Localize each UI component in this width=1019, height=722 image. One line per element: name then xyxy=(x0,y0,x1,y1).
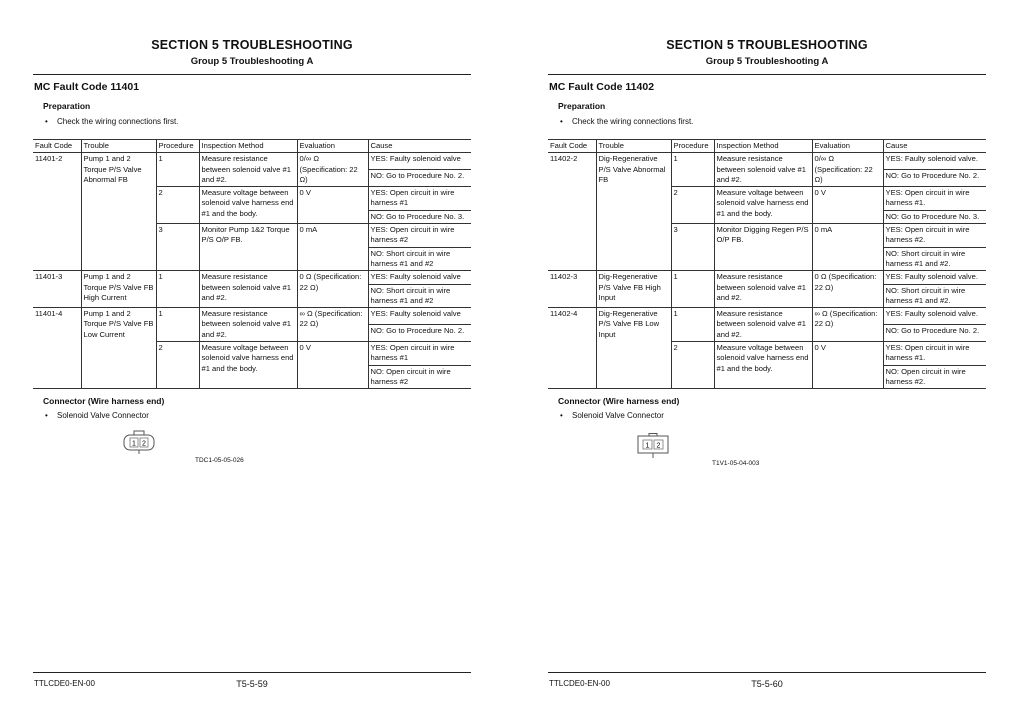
cause-cell: YES: Faulty solenoid valve xyxy=(368,271,471,284)
fault-table xyxy=(33,139,471,389)
column-header: Fault Code xyxy=(548,140,596,153)
cause-cell: YES: Faulty solenoid valve. xyxy=(883,271,986,284)
procedure-cell: 1 xyxy=(156,153,199,187)
column-header: Cause xyxy=(883,140,986,153)
cause-cell: NO: Go to Procedure No. 2. xyxy=(883,325,986,342)
preparation-text: Check the wiring connections first. xyxy=(572,117,694,126)
evaluation-cell: 0 V xyxy=(812,342,883,389)
procedure-cell: 2 xyxy=(671,342,714,389)
trouble-cell: Pump 1 and 2 Torque P/S Valve Abnormal FB xyxy=(81,153,156,271)
connector-diagram xyxy=(122,429,156,455)
evaluation-cell: ∞ Ω (Specification: 22 Ω) xyxy=(297,308,368,342)
cause-cell: NO: Short circuit in wire harness #1 and #2. xyxy=(883,284,986,308)
connector-pin-2: 2 xyxy=(142,440,146,448)
table-row xyxy=(548,153,986,170)
procedure-cell: 2 xyxy=(156,187,199,224)
fault-code-title: MC Fault Code 11401 xyxy=(34,81,140,93)
connector-text: Solenoid Valve Connector xyxy=(572,411,664,420)
procedure-cell: 1 xyxy=(156,271,199,308)
preparation-heading: Preparation xyxy=(558,101,606,111)
table-row xyxy=(33,153,471,170)
preparation-item xyxy=(560,117,693,126)
cause-cell: NO: Go to Procedure No. 3. xyxy=(368,210,471,223)
fault-code-cell: 11402-2 xyxy=(548,153,596,271)
inspection-method-cell: Monitor Pump 1&2 Torque P/S O/P FB. xyxy=(199,224,297,271)
section-title: SECTION 5 TROUBLESHOOTING xyxy=(666,38,868,52)
inspection-method-cell: Measure resistance between solenoid valve #1 and #2. xyxy=(714,308,812,342)
footer-doc-code: TTLCDE0-EN-00 xyxy=(34,679,95,688)
cause-cell: NO: Short circuit in wire harness #1 and #2. xyxy=(883,247,986,271)
bullet-icon: • xyxy=(560,117,563,126)
column-header: Inspection Method xyxy=(714,140,812,153)
evaluation-cell: 0 Ω (Specification: 22 Ω) xyxy=(812,271,883,308)
footer-page-number: T5-5-60 xyxy=(751,679,783,689)
connector-item xyxy=(45,411,149,420)
bullet-icon: • xyxy=(45,411,48,420)
fault-code-cell: 11401-4 xyxy=(33,308,81,389)
inspection-method-cell: Measure resistance between solenoid valve #1 and #2. xyxy=(199,308,297,342)
cause-cell: NO: Short circuit in wire harness #1 and #2 xyxy=(368,247,471,271)
column-header: Trouble xyxy=(81,140,156,153)
evaluation-cell: 0 V xyxy=(297,187,368,224)
cause-cell: YES: Faulty solenoid valve xyxy=(368,308,471,325)
footer-page-number: T5-5-59 xyxy=(236,679,268,689)
procedure-cell: 3 xyxy=(671,224,714,271)
procedure-cell: 1 xyxy=(156,308,199,342)
group-title: Group 5 Troubleshooting A xyxy=(190,56,314,67)
column-header: Procedure xyxy=(671,140,714,153)
header-divider xyxy=(33,74,471,75)
cause-cell: NO: Open circuit in wire harness #2. xyxy=(883,365,986,389)
table-body xyxy=(33,153,471,389)
footer-divider xyxy=(33,672,471,673)
procedure-cell: 1 xyxy=(671,308,714,342)
cause-cell: NO: Go to Procedure No. 2. xyxy=(368,325,471,342)
column-header: Evaluation xyxy=(812,140,883,153)
fault-table xyxy=(548,139,986,389)
cause-cell: YES: Faulty solenoid valve. xyxy=(883,308,986,325)
preparation-text: Check the wiring connections first. xyxy=(57,117,179,126)
connector-heading: Connector (Wire harness end) xyxy=(558,396,680,406)
evaluation-cell: 0 mA xyxy=(812,224,883,271)
procedure-cell: 2 xyxy=(156,342,199,389)
cause-cell: YES: Open circuit in wire harness #1 xyxy=(368,342,471,366)
table-row xyxy=(548,271,986,284)
fault-code-title: MC Fault Code 11402 xyxy=(549,81,655,93)
column-header: Procedure xyxy=(156,140,199,153)
manual-page-left xyxy=(33,0,503,722)
fault-code-cell: 11402-3 xyxy=(548,271,596,308)
cause-cell: NO: Go to Procedure No. 3. xyxy=(883,210,986,223)
column-header: Cause xyxy=(368,140,471,153)
connector-pin-1: 1 xyxy=(132,440,136,448)
table-row xyxy=(33,271,471,284)
column-header: Fault Code xyxy=(33,140,81,153)
header-divider xyxy=(548,74,986,75)
table-header-row xyxy=(33,140,471,153)
inspection-method-cell: Measure resistance between solenoid valve #1 and #2. xyxy=(714,271,812,308)
table-row xyxy=(33,308,471,325)
cause-cell: YES: Open circuit in wire harness #1 xyxy=(368,187,471,211)
cause-cell: NO: Short circuit in wire harness #1 and #2 xyxy=(368,284,471,308)
connector-heading: Connector (Wire harness end) xyxy=(43,396,165,406)
evaluation-cell: ∞ Ω (Specification: 22 Ω) xyxy=(812,308,883,342)
table-row xyxy=(548,308,986,325)
table-body xyxy=(548,153,986,389)
evaluation-cell: 0/∞ Ω (Specification: 22 Ω) xyxy=(297,153,368,187)
preparation-heading: Preparation xyxy=(43,101,91,111)
bullet-icon: • xyxy=(560,411,563,420)
evaluation-cell: 0/∞ Ω (Specification: 22 Ω) xyxy=(812,153,883,187)
cause-cell: YES: Faulty solenoid valve. xyxy=(883,153,986,170)
fault-code-cell: 11402-4 xyxy=(548,308,596,389)
trouble-cell: Dig-Regenerative P/S Valve FB High Input xyxy=(596,271,671,308)
fault-code-cell: 11401-2 xyxy=(33,153,81,271)
inspection-method-cell: Measure resistance between solenoid valve #1 and #2. xyxy=(199,153,297,187)
cause-cell: YES: Open circuit in wire harness #1. xyxy=(883,187,986,211)
evaluation-cell: 0 mA xyxy=(297,224,368,271)
footer-divider xyxy=(548,672,986,673)
connector-diagram xyxy=(636,433,670,459)
manual-page-right xyxy=(548,0,1018,722)
column-header: Inspection Method xyxy=(199,140,297,153)
column-header: Evaluation xyxy=(297,140,368,153)
inspection-method-cell: Measure resistance between solenoid valve #1 and #2. xyxy=(714,153,812,187)
procedure-cell: 1 xyxy=(671,271,714,308)
connector-item xyxy=(560,411,664,420)
inspection-method-cell: Measure voltage between solenoid valve harness end #1 and the body. xyxy=(714,342,812,389)
inspection-method-cell: Measure resistance between solenoid valve #1 and #2. xyxy=(199,271,297,308)
evaluation-cell: 0 V xyxy=(297,342,368,389)
connector-pin-2: 2 xyxy=(656,442,661,450)
bullet-icon: • xyxy=(45,117,48,126)
procedure-cell: 2 xyxy=(671,187,714,224)
inspection-method-cell: Measure voltage between solenoid valve harness end #1 and the body. xyxy=(199,342,297,389)
evaluation-cell: 0 V xyxy=(812,187,883,224)
cause-cell: YES: Open circuit in wire harness #1. xyxy=(883,342,986,366)
inspection-method-cell: Measure voltage between solenoid valve harness end #1 and the body. xyxy=(714,187,812,224)
cause-cell: YES: Open circuit in wire harness #2. xyxy=(883,224,986,248)
trouble-cell: Dig-Regenerative P/S Valve Abnormal FB xyxy=(596,153,671,271)
trouble-cell: Pump 1 and 2 Torque P/S Valve FB High Current xyxy=(81,271,156,308)
evaluation-cell: 0 Ω (Specification: 22 Ω) xyxy=(297,271,368,308)
footer-doc-code: TTLCDE0-EN-00 xyxy=(549,679,610,688)
column-header: Trouble xyxy=(596,140,671,153)
cause-cell: NO: Open circuit in wire harness #2 xyxy=(368,365,471,389)
inspection-method-cell: Measure voltage between solenoid valve harness end #1 and the body. xyxy=(199,187,297,224)
section-title: SECTION 5 TROUBLESHOOTING xyxy=(151,38,353,52)
cause-cell: YES: Faulty solenoid valve xyxy=(368,153,471,170)
trouble-cell: Pump 1 and 2 Torque P/S Valve FB Low Current xyxy=(81,308,156,389)
procedure-cell: 1 xyxy=(671,153,714,187)
connector-pin-1: 1 xyxy=(645,442,650,450)
group-title: Group 5 Troubleshooting A xyxy=(705,56,829,67)
procedure-cell: 3 xyxy=(156,224,199,271)
fault-code-cell: 11401-3 xyxy=(33,271,81,308)
connector-text: Solenoid Valve Connector xyxy=(57,411,149,420)
cause-cell: YES: Open circuit in wire harness #2 xyxy=(368,224,471,248)
preparation-item xyxy=(45,117,178,126)
figure-code: TDC1-05-05-026 xyxy=(195,457,244,464)
table-header-row xyxy=(548,140,986,153)
cause-cell: NO: Go to Procedure No. 2. xyxy=(368,170,471,187)
figure-code: T1V1-05-04-003 xyxy=(712,460,760,467)
inspection-method-cell: Monitor Digging Regen P/S O/P FB. xyxy=(714,224,812,271)
trouble-cell: Dig-Regenerative P/S Valve FB Low Input xyxy=(596,308,671,389)
cause-cell: NO: Go to Procedure No. 2. xyxy=(883,170,986,187)
